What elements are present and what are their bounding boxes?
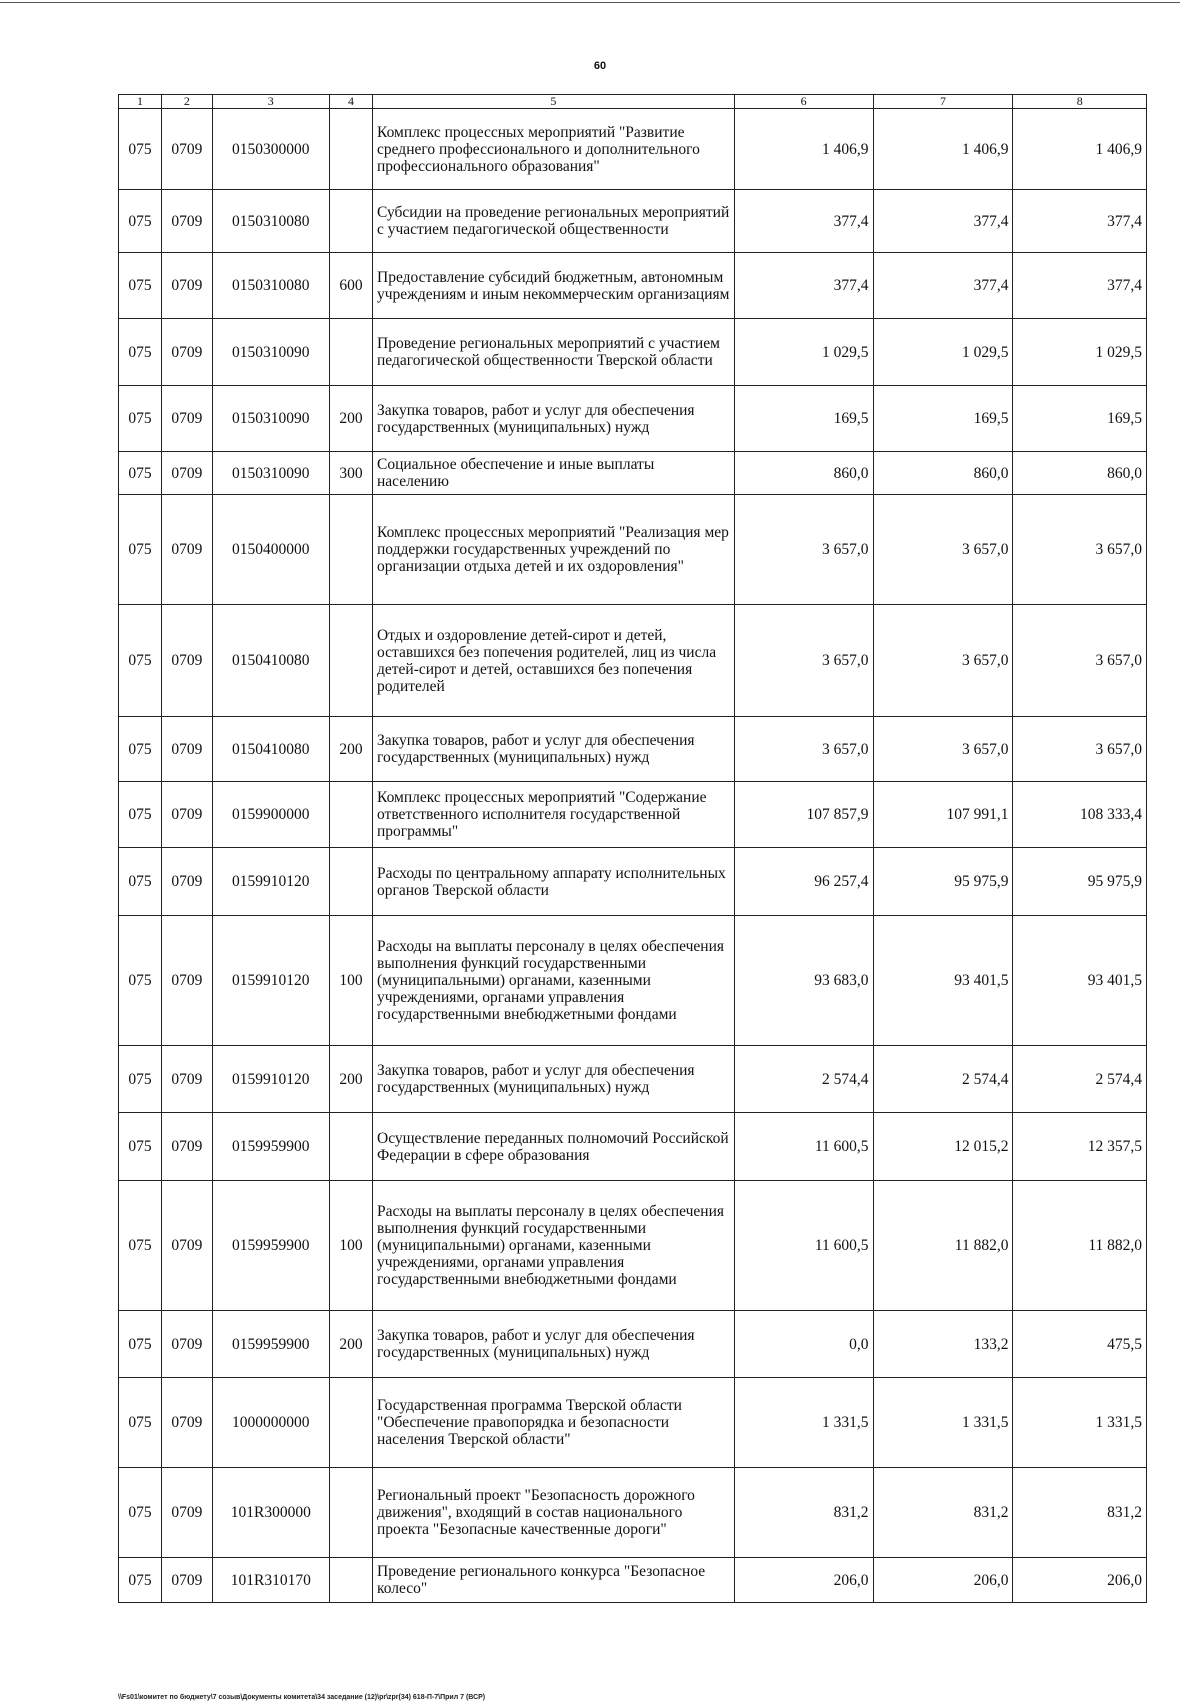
cell-amount-2: 3 657,0	[873, 495, 1013, 605]
cell-name: Социальное обеспечение и иные выплаты населению	[373, 452, 735, 495]
cell-section: 0709	[162, 605, 213, 717]
cell-name: Закупка товаров, работ и услуг для обеспечения государственных (муниципальных) нужд	[373, 1046, 735, 1113]
cell-name: Государственная программа Тверской области "Обеспечение правопорядка и безопасности населения Тверской области"	[373, 1378, 735, 1468]
cell-amount-2: 3 657,0	[873, 717, 1013, 782]
cell-amount-3: 1 029,5	[1013, 319, 1147, 386]
cell-section: 0709	[162, 386, 213, 452]
cell-expense-type	[329, 190, 372, 253]
table-row	[119, 848, 1147, 916]
cell-expense-type	[329, 1468, 372, 1558]
cell-expense-type	[329, 1558, 372, 1603]
cell-section: 0709	[162, 1181, 213, 1311]
cell-amount-1: 93 683,0	[734, 916, 873, 1046]
cell-amount-1: 1 029,5	[734, 319, 873, 386]
cell-target-article: 0150310080	[212, 253, 329, 319]
column-header-1: 1	[119, 95, 162, 109]
cell-ministry: 075	[119, 1378, 162, 1468]
cell-amount-2: 860,0	[873, 452, 1013, 495]
table-row	[119, 495, 1147, 605]
table-row	[119, 717, 1147, 782]
cell-amount-3: 12 357,5	[1013, 1113, 1147, 1181]
cell-name: Отдых и оздоровление детей-сирот и детей, оставшихся без попечения родителей, лиц из числа детей-сирот и детей, оставшихся без попечения родителей	[373, 605, 735, 717]
cell-amount-1: 11 600,5	[734, 1181, 873, 1311]
column-header-4: 4	[329, 95, 372, 109]
cell-amount-3: 11 882,0	[1013, 1181, 1147, 1311]
table-row	[119, 605, 1147, 717]
column-header-7: 7	[873, 95, 1013, 109]
cell-expense-type	[329, 848, 372, 916]
cell-amount-1: 96 257,4	[734, 848, 873, 916]
cell-amount-3: 3 657,0	[1013, 605, 1147, 717]
cell-amount-1: 1 406,9	[734, 109, 873, 190]
cell-amount-1: 377,4	[734, 253, 873, 319]
cell-ministry: 075	[119, 319, 162, 386]
cell-name: Расходы на выплаты персоналу в целях обеспечения выполнения функций государственными (муниципальными) органами, казенными учреждениями, органами управления государственными внебюджетными фондами	[373, 1181, 735, 1311]
cell-name: Комплекс процессных мероприятий "Развитие среднего профессионального и дополнительного профессионального образования"	[373, 109, 735, 190]
cell-target-article: 0150300000	[212, 109, 329, 190]
column-number-row	[119, 95, 1147, 109]
cell-expense-type	[329, 109, 372, 190]
cell-ministry: 075	[119, 190, 162, 253]
cell-amount-3: 206,0	[1013, 1558, 1147, 1603]
cell-target-article: 1000000000	[212, 1378, 329, 1468]
cell-name: Расходы по центральному аппарату исполнительных органов Тверской области	[373, 848, 735, 916]
cell-section: 0709	[162, 717, 213, 782]
cell-name: Проведение региональных мероприятий с участием педагогической общественности Тверской области	[373, 319, 735, 386]
cell-section: 0709	[162, 1468, 213, 1558]
cell-section: 0709	[162, 1113, 213, 1181]
table-row	[119, 782, 1147, 848]
cell-amount-2: 12 015,2	[873, 1113, 1013, 1181]
column-header-2: 2	[162, 95, 213, 109]
file-path-footer: \\Fs01\комитет по бюджету\7 созыв\Документы комитета\34 заседание (12)\pr\zpr(34) 618-П-7\Прил 7 (ВСР)	[118, 1694, 486, 1701]
table-row	[119, 1468, 1147, 1558]
cell-target-article: 0150310090	[212, 319, 329, 386]
cell-amount-2: 95 975,9	[873, 848, 1013, 916]
cell-amount-2: 206,0	[873, 1558, 1013, 1603]
cell-section: 0709	[162, 253, 213, 319]
cell-expense-type	[329, 319, 372, 386]
cell-target-article: 0150310090	[212, 386, 329, 452]
column-header-5: 5	[373, 95, 735, 109]
cell-amount-2: 169,5	[873, 386, 1013, 452]
cell-ministry: 075	[119, 848, 162, 916]
column-header-8: 8	[1013, 95, 1147, 109]
cell-expense-type: 200	[329, 1311, 372, 1378]
cell-target-article: 0159959900	[212, 1181, 329, 1311]
cell-amount-2: 133,2	[873, 1311, 1013, 1378]
cell-expense-type: 200	[329, 386, 372, 452]
cell-section: 0709	[162, 782, 213, 848]
cell-section: 0709	[162, 1378, 213, 1468]
cell-target-article: 0150310090	[212, 452, 329, 495]
cell-amount-2: 2 574,4	[873, 1046, 1013, 1113]
table-row	[119, 386, 1147, 452]
table-row	[119, 916, 1147, 1046]
cell-ministry: 075	[119, 495, 162, 605]
cell-expense-type	[329, 1113, 372, 1181]
cell-amount-1: 0,0	[734, 1311, 873, 1378]
cell-ministry: 075	[119, 605, 162, 717]
cell-section: 0709	[162, 1558, 213, 1603]
cell-section: 0709	[162, 848, 213, 916]
table-row	[119, 1046, 1147, 1113]
cell-amount-3: 93 401,5	[1013, 916, 1147, 1046]
cell-ministry: 075	[119, 386, 162, 452]
cell-section: 0709	[162, 452, 213, 495]
budget-table-body	[119, 109, 1147, 1603]
cell-amount-1: 107 857,9	[734, 782, 873, 848]
budget-table	[118, 94, 1147, 1603]
top-scan-line	[0, 2, 1180, 3]
cell-target-article: 101R300000	[212, 1468, 329, 1558]
cell-amount-1: 3 657,0	[734, 605, 873, 717]
cell-expense-type	[329, 495, 372, 605]
cell-amount-1: 2 574,4	[734, 1046, 873, 1113]
cell-target-article: 0159959900	[212, 1113, 329, 1181]
cell-amount-1: 831,2	[734, 1468, 873, 1558]
page-number: 60	[593, 60, 607, 72]
cell-target-article: 0150310080	[212, 190, 329, 253]
cell-name: Комплекс процессных мероприятий "Содержание ответственного исполнителя государственной программы"	[373, 782, 735, 848]
cell-ministry: 075	[119, 452, 162, 495]
cell-amount-2: 1 029,5	[873, 319, 1013, 386]
cell-section: 0709	[162, 916, 213, 1046]
cell-expense-type: 200	[329, 1046, 372, 1113]
cell-amount-2: 11 882,0	[873, 1181, 1013, 1311]
table-row	[119, 1558, 1147, 1603]
cell-amount-3: 1 331,5	[1013, 1378, 1147, 1468]
cell-expense-type: 100	[329, 1181, 372, 1311]
cell-amount-1: 169,5	[734, 386, 873, 452]
cell-target-article: 0150400000	[212, 495, 329, 605]
cell-ministry: 075	[119, 1046, 162, 1113]
cell-amount-2: 107 991,1	[873, 782, 1013, 848]
cell-amount-3: 2 574,4	[1013, 1046, 1147, 1113]
cell-target-article: 0159910120	[212, 848, 329, 916]
cell-amount-2: 1 406,9	[873, 109, 1013, 190]
cell-amount-2: 1 331,5	[873, 1378, 1013, 1468]
cell-ministry: 075	[119, 1311, 162, 1378]
cell-ministry: 075	[119, 1558, 162, 1603]
cell-target-article: 0150410080	[212, 605, 329, 717]
cell-ministry: 075	[119, 1113, 162, 1181]
cell-target-article: 0159910120	[212, 1046, 329, 1113]
cell-amount-2: 3 657,0	[873, 605, 1013, 717]
table-row	[119, 1113, 1147, 1181]
cell-section: 0709	[162, 1046, 213, 1113]
cell-ministry: 075	[119, 109, 162, 190]
cell-expense-type	[329, 1378, 372, 1468]
cell-section: 0709	[162, 190, 213, 253]
cell-section: 0709	[162, 109, 213, 190]
cell-amount-1: 11 600,5	[734, 1113, 873, 1181]
table-row	[119, 1378, 1147, 1468]
cell-amount-1: 3 657,0	[734, 717, 873, 782]
cell-section: 0709	[162, 319, 213, 386]
cell-amount-3: 169,5	[1013, 386, 1147, 452]
cell-name: Закупка товаров, работ и услуг для обеспечения государственных (муниципальных) нужд	[373, 386, 735, 452]
cell-name: Расходы на выплаты персоналу в целях обеспечения выполнения функций государственными (муниципальными) органами, казенными учреждениями, органами управления государственными внебюджетными фондами	[373, 916, 735, 1046]
cell-amount-3: 3 657,0	[1013, 717, 1147, 782]
cell-ministry: 075	[119, 1468, 162, 1558]
cell-target-article: 101R310170	[212, 1558, 329, 1603]
table-row	[119, 452, 1147, 495]
cell-target-article: 0150410080	[212, 717, 329, 782]
cell-expense-type: 300	[329, 452, 372, 495]
cell-amount-3: 3 657,0	[1013, 495, 1147, 605]
cell-ministry: 075	[119, 916, 162, 1046]
cell-ministry: 075	[119, 253, 162, 319]
cell-expense-type: 100	[329, 916, 372, 1046]
cell-name: Закупка товаров, работ и услуг для обеспечения государственных (муниципальных) нужд	[373, 1311, 735, 1378]
cell-amount-2: 831,2	[873, 1468, 1013, 1558]
column-header-3: 3	[212, 95, 329, 109]
cell-name: Проведение регионального конкурса "Безопасное колесо"	[373, 1558, 735, 1603]
cell-name: Субсидии на проведение региональных мероприятий с участием педагогической общественности	[373, 190, 735, 253]
cell-name: Осуществление переданных полномочий Российской Федерации в сфере образования	[373, 1113, 735, 1181]
cell-section: 0709	[162, 1311, 213, 1378]
cell-expense-type: 600	[329, 253, 372, 319]
cell-amount-3: 1 406,9	[1013, 109, 1147, 190]
table-row	[119, 190, 1147, 253]
cell-amount-1: 860,0	[734, 452, 873, 495]
cell-amount-1: 3 657,0	[734, 495, 873, 605]
table-row	[119, 109, 1147, 190]
cell-name: Региональный проект "Безопасность дорожного движения", входящий в состав национального проекта "Безопасные качественные дороги"	[373, 1468, 735, 1558]
cell-expense-type	[329, 782, 372, 848]
cell-name: Комплекс процессных мероприятий "Реализация мер поддержки государственных учреждений по организации отдыха детей и их оздоровления"	[373, 495, 735, 605]
cell-name: Предоставление субсидий бюджетным, автономным учреждениям и иным некоммерческим организациям	[373, 253, 735, 319]
cell-amount-3: 95 975,9	[1013, 848, 1147, 916]
cell-target-article: 0159900000	[212, 782, 329, 848]
cell-amount-3: 377,4	[1013, 190, 1147, 253]
cell-amount-3: 377,4	[1013, 253, 1147, 319]
cell-amount-3: 475,5	[1013, 1311, 1147, 1378]
cell-amount-3: 108 333,4	[1013, 782, 1147, 848]
cell-amount-2: 93 401,5	[873, 916, 1013, 1046]
table-row	[119, 319, 1147, 386]
cell-name: Закупка товаров, работ и услуг для обеспечения государственных (муниципальных) нужд	[373, 717, 735, 782]
column-header-6: 6	[734, 95, 873, 109]
cell-amount-1: 206,0	[734, 1558, 873, 1603]
table-row	[119, 1311, 1147, 1378]
cell-amount-3: 860,0	[1013, 452, 1147, 495]
cell-expense-type: 200	[329, 717, 372, 782]
cell-target-article: 0159910120	[212, 916, 329, 1046]
cell-section: 0709	[162, 495, 213, 605]
cell-ministry: 075	[119, 782, 162, 848]
cell-target-article: 0159959900	[212, 1311, 329, 1378]
cell-amount-3: 831,2	[1013, 1468, 1147, 1558]
cell-amount-1: 1 331,5	[734, 1378, 873, 1468]
cell-expense-type	[329, 605, 372, 717]
cell-ministry: 075	[119, 717, 162, 782]
cell-amount-2: 377,4	[873, 253, 1013, 319]
cell-amount-2: 377,4	[873, 190, 1013, 253]
table-row	[119, 1181, 1147, 1311]
table-row	[119, 253, 1147, 319]
cell-ministry: 075	[119, 1181, 162, 1311]
cell-amount-1: 377,4	[734, 190, 873, 253]
